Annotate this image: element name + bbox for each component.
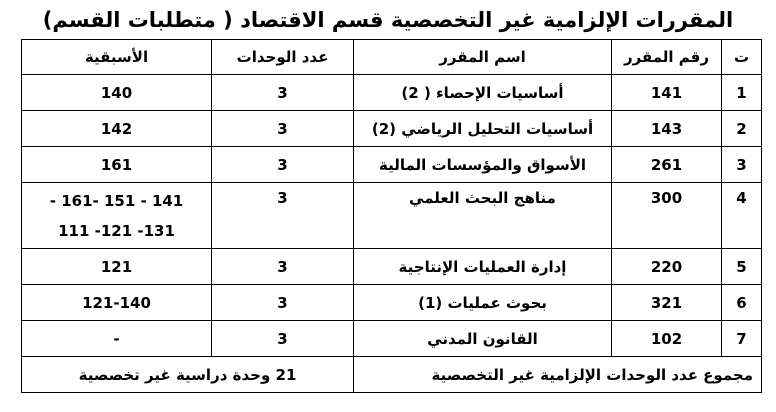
header-course-code: رقم المقرر <box>612 40 722 75</box>
cell-course-code: 141 <box>612 75 722 111</box>
header-course-name: اسم المقرر <box>354 40 612 75</box>
cell-units: 3 <box>212 285 354 321</box>
cell-prerequisite <box>22 183 212 249</box>
cell-index: 2 <box>722 111 762 147</box>
header-units: عدد الوحدات <box>212 40 354 75</box>
cell-index: 3 <box>722 147 762 183</box>
cell-prerequisite: 121 <box>22 249 212 285</box>
header-index: ت <box>722 40 762 75</box>
table-row <box>22 285 762 321</box>
cell-units: 3 <box>212 111 354 147</box>
table-row <box>22 183 762 249</box>
table-row <box>22 321 762 357</box>
header-prerequisite: الأسبقية <box>22 40 212 75</box>
cell-index: 4 <box>722 183 762 249</box>
cell-index: 1 <box>722 75 762 111</box>
cell-units: 3 <box>212 147 354 183</box>
cell-course-name: بحوث عمليات (1) <box>354 285 612 321</box>
cell-course-name: الأسواق والمؤسسات المالية <box>354 147 612 183</box>
prerequisite-line: 111 -121 -131 <box>58 221 175 240</box>
courses-table <box>21 39 762 393</box>
cell-course-name: إدارة العمليات الإنتاجية <box>354 249 612 285</box>
cell-units: 3 <box>212 249 354 285</box>
cell-prerequisite: 161 <box>22 147 212 183</box>
cell-index: 5 <box>722 249 762 285</box>
cell-course-code: 261 <box>612 147 722 183</box>
cell-prerequisite: 140 <box>22 75 212 111</box>
cell-index: 6 <box>722 285 762 321</box>
footer-total-value: 21 وحدة دراسية غير تخصصية <box>22 357 354 393</box>
cell-units: 3 <box>212 321 354 357</box>
cell-course-code: 102 <box>612 321 722 357</box>
cell-course-code: 220 <box>612 249 722 285</box>
page-title: المقررات الإلزامية غير التخصصية قسم الاقتصاد ( متطلبات القسم) <box>42 8 734 32</box>
table-footer-row <box>22 357 762 393</box>
cell-course-name: أساسيات الإحصاء ( 2) <box>354 75 612 111</box>
cell-course-code: 300 <box>612 183 722 249</box>
table-row <box>22 75 762 111</box>
table-row <box>22 111 762 147</box>
cell-course-code: 321 <box>612 285 722 321</box>
cell-prerequisite: - <box>22 321 212 357</box>
prerequisite-line: - 161- 151 - 141 <box>49 191 184 210</box>
cell-units: 3 <box>212 183 354 249</box>
cell-course-code: 143 <box>612 111 722 147</box>
footer-total-label: مجموع عدد الوحدات الإلزامية غير التخصصية <box>354 357 762 393</box>
cell-prerequisite: 121-140 <box>22 285 212 321</box>
cell-prerequisite: 142 <box>22 111 212 147</box>
cell-units: 3 <box>212 75 354 111</box>
table-row <box>22 147 762 183</box>
cell-course-name: مناهج البحث العلمي <box>354 183 612 249</box>
cell-course-name: أساسيات التحليل الرياضي (2) <box>354 111 612 147</box>
table-row <box>22 249 762 285</box>
table-header-row <box>22 40 762 75</box>
cell-index: 7 <box>722 321 762 357</box>
cell-course-name: القانون المدني <box>354 321 612 357</box>
